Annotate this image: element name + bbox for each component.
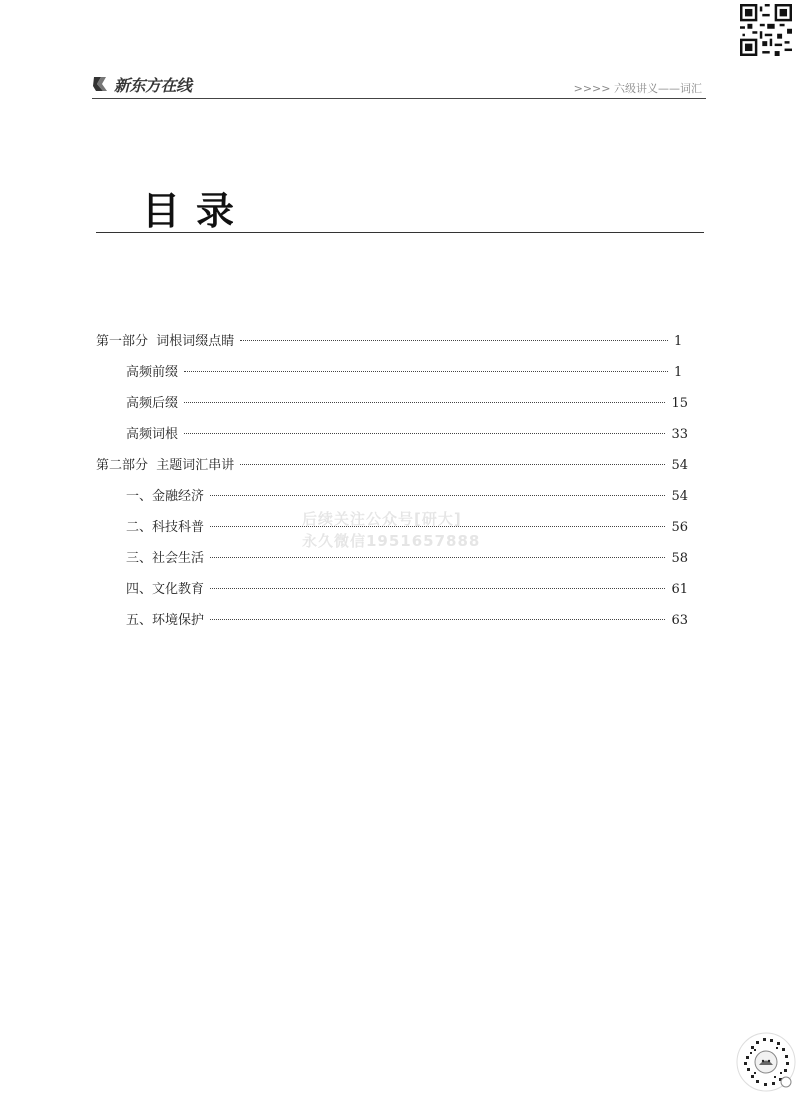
toc-entry-page: 56 [671,520,688,535]
toc-entry[interactable] [96,423,688,454]
toc-leader-dots [210,619,665,620]
page-header [92,72,706,99]
toc-entry-label: 四、文化教育 [126,582,205,597]
toc-entry-label: 第一部分 词根词缀点睛 [96,334,235,349]
toc-entry-label: 第二部分 主题词汇串讲 [96,458,235,473]
qr-code-icon [740,4,792,56]
toc-entry-page: 1 [674,365,683,380]
toc-entry[interactable] [96,330,688,361]
toc-entry-page: 58 [671,551,688,566]
toc-leader-dots [210,588,665,589]
brand-name: 新东方在线 [114,75,192,95]
toc-entry-page: 1 [674,334,683,349]
toc-entry-page: 54 [671,458,688,473]
toc-entry-label: 二、科技科普 [126,520,205,535]
toc-entry-label: 一、金融经济 [126,489,205,504]
breadcrumb: >>>> 六级讲义——词汇 [573,82,702,95]
toc-entry[interactable] [96,609,688,640]
toc-leader-dots [184,402,665,403]
watermark-line-2: 永久微信1951657888 [302,532,481,550]
toc-leader-dots [240,464,665,465]
toc-entry-label: 高频词根 [126,427,179,442]
table-of-contents [96,330,688,640]
page-title: 目录 [142,189,251,233]
toc-entry-page: 54 [671,489,688,504]
brand-logo-icon [92,74,112,94]
toc-entry[interactable] [96,578,688,609]
toc-entry-label: 五、环境保护 [126,613,205,628]
watermark [302,508,480,552]
toc-leader-dots [184,371,668,372]
toc-leader-dots [240,340,668,341]
title-section [96,180,704,233]
toc-entry-page: 15 [671,396,688,411]
toc-entry-label: 高频前缀 [126,365,179,380]
toc-entry-page: 61 [671,582,688,597]
brand-logo [92,74,192,94]
toc-entry-page: 33 [671,427,688,442]
toc-entry[interactable] [96,392,688,423]
watermark-line-1: 后续关注公众号[研大] [302,510,462,528]
toc-entry-label: 三、社会生活 [126,551,205,566]
toc-entry[interactable] [96,361,688,392]
toc-leader-dots [210,557,665,558]
toc-entry[interactable] [96,454,688,485]
toc-entry-page: 63 [671,613,688,628]
toc-leader-dots [184,433,665,434]
toc-entry-label: 高频后缀 [126,396,179,411]
mini-program-code-icon [736,1032,796,1092]
toc-leader-dots [210,495,665,496]
